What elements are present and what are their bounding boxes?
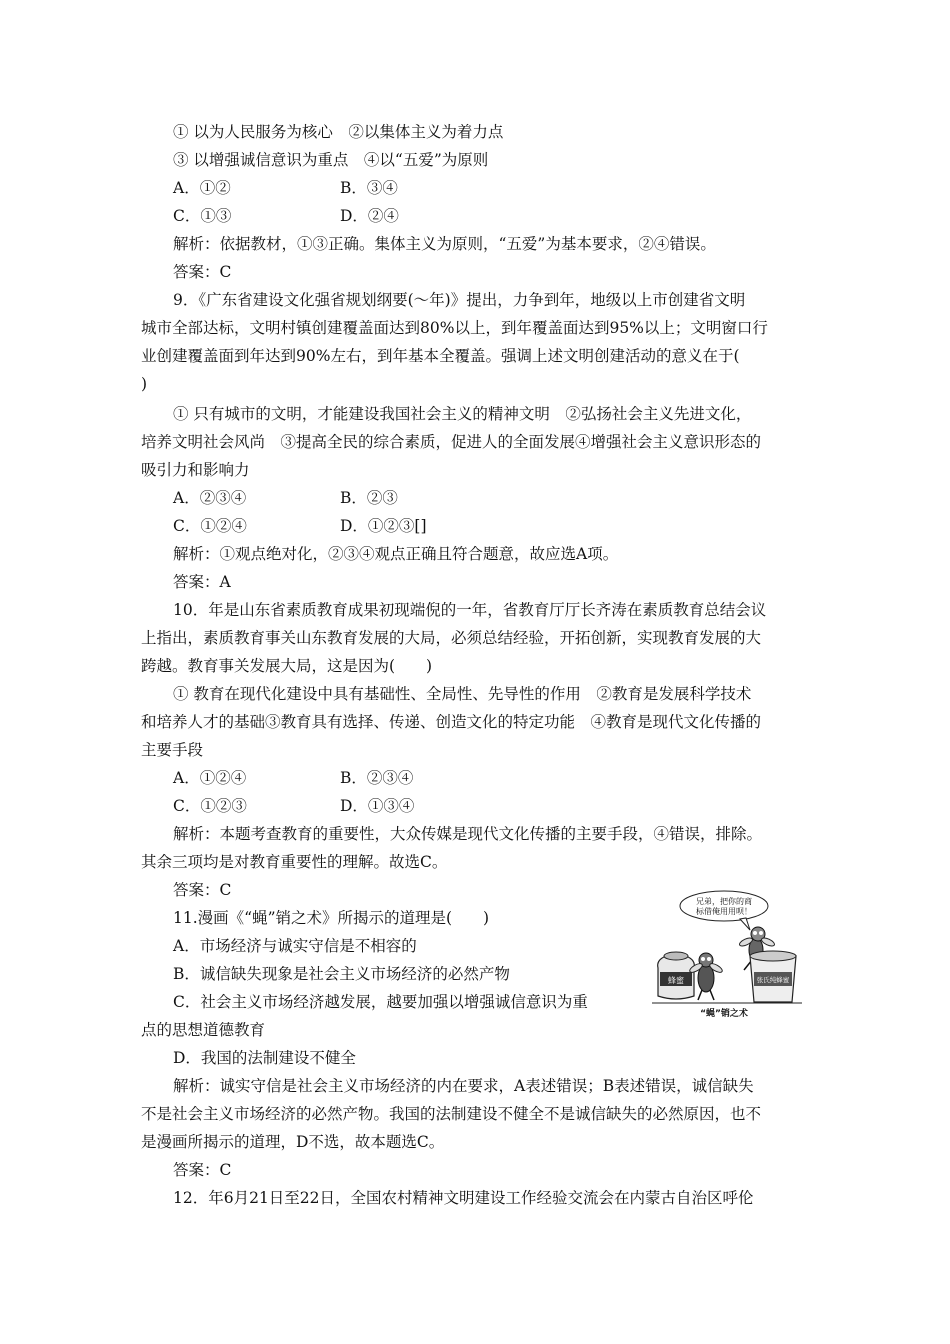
cartoon-caption: “蝇”销之术	[700, 1009, 748, 1019]
q10-option-c: C．①②③	[173, 797, 247, 815]
q9-analysis: 解析：①观点绝对化，②③④观点正确且符合题意，故应选A项。	[173, 545, 619, 563]
q10-stem-2: 上指出，素质教育事关山东教育发展的大局，必须总结经验，开拓创新，实现教育发展的大	[141, 629, 762, 647]
q11-option-c-2: 点的思想道德教育	[141, 1021, 266, 1039]
q10-stem-3: 跨越。教育事关发展大局，这是因为( )	[141, 657, 433, 675]
speech-line-2: 标借俺用用呗！	[696, 907, 752, 916]
q10-option-b: B．②③④	[340, 769, 414, 787]
q10-analysis-2: 其余三项均是对教育重要性的理解。故选C。	[141, 853, 448, 871]
q9-statements-3: 吸引力和影响力	[141, 461, 250, 479]
q10-statements-3: 主要手段	[141, 741, 204, 759]
q11-analysis-2: 不是社会主义市场经济的必然产物。我国的法制建设不健全不是诚信缺失的必然原因，也不	[141, 1105, 762, 1123]
q8-option-c: C．①③	[173, 207, 232, 225]
q9-statements-1: ① 只有城市的文明，才能建设我国社会主义的精神文明 ②弘扬社会主义先进文化，	[173, 405, 752, 423]
q11-option-d: D．我国的法制建设不健全	[173, 1049, 356, 1067]
q11-option-c-1: C．社会主义市场经济越发展，越要加强以增强诚信意识为重	[173, 993, 588, 1011]
q10-analysis-1: 解析：本题考查教育的重要性，大众传媒是现代文化传播的主要手段，④错误，排除。	[173, 825, 763, 843]
q9-option-d: D．①②③[]	[340, 517, 427, 535]
q9-stem-1: 9．《广东省建设文化强省规划纲要(～年)》提出，力争到年，地级以上市创建省文明	[173, 291, 746, 309]
q11-answer: 答案：C	[173, 1161, 232, 1179]
q11-option-a: A．市场经济与诚实守信是不相容的	[173, 937, 417, 955]
q11-analysis-3: 是漫画所揭示的道理，D不选，故本题选C。	[141, 1133, 445, 1151]
q10-statements-1: ① 教育在现代化建设中具有基础性、全局性、先导性的作用 ②教育是发展科学技术	[173, 685, 752, 703]
q9-stem-3: 业创建覆盖面到年达到90%左右，到年基本全覆盖。强调上述文明创建活动的意义在于(	[141, 347, 740, 365]
q10-stem-1: 10．年是山东省素质教育成果初现端倪的一年，省教育厅厅长齐涛在素质教育总结会议	[173, 601, 767, 619]
q11-stem: 11.漫画《“蝇”销之术》所揭示的道理是( )	[173, 909, 490, 927]
q12-stem-1: 12．年6月21日至22日，全国农村精神文明建设工作经验交流会在内蒙古自治区呼伦	[173, 1189, 754, 1207]
right-honey-jar	[750, 951, 796, 1002]
q8-analysis: 解析：依据教材，①③正确。集体主义为原则，“五爱”为基本要求，②④错误。	[173, 235, 716, 253]
q9-answer: 答案：A	[173, 573, 231, 591]
q9-statements-2: 培养文明社会风尚 ③提高全民的综合素质，促进人的全面发展④增强社会主义意识形态的	[141, 433, 762, 451]
left-honey-jar	[658, 952, 695, 999]
q9-option-c: C．①②④	[173, 517, 247, 535]
left-jar-label: 蜂蜜	[668, 976, 684, 985]
q11-option-b: B．诚信缺失现象是社会主义市场经济的必然产物	[173, 965, 510, 983]
q9-stem-2: 城市全部达标，文明村镇创建覆盖面达到80%以上，到年覆盖面达到95%以上；文明窗口行	[141, 319, 768, 337]
q11-analysis-1: 解析：诚实守信是社会主义市场经济的内在要求，A表述错误；B表述错误，诚信缺失	[173, 1077, 754, 1095]
speech-line-1: 兄弟，把你的商	[696, 897, 752, 906]
q9-option-b: B．②③	[340, 489, 398, 507]
right-jar-label: 张氏纯蜂蜜	[756, 976, 790, 984]
q8-statements-2: ③ 以增强诚信意识为重点 ④以“五爱”为原则	[173, 151, 489, 169]
q10-statements-2: 和培养人才的基础③教育具有选择、传递、创造文化的特定功能 ④教育是现代文化传播的	[141, 713, 762, 731]
q9-option-a: A．②③④	[173, 489, 247, 507]
q10-answer: 答案：C	[173, 881, 232, 899]
q8-answer: 答案：C	[173, 263, 232, 281]
q8-statements-1: ① 以为人民服务为核心 ②以集体主义为着力点	[173, 123, 504, 141]
q8-option-d: D．②④	[340, 207, 399, 225]
q8-option-a: A．①②	[173, 179, 231, 197]
q9-stem-4: )	[141, 375, 148, 393]
q10-option-a: A．①②④	[173, 769, 247, 787]
q8-option-b: B．③④	[340, 179, 398, 197]
q10-option-d: D．①③④	[340, 797, 415, 815]
speech-bubble	[680, 891, 768, 930]
cartoon-illustration	[652, 890, 802, 1020]
